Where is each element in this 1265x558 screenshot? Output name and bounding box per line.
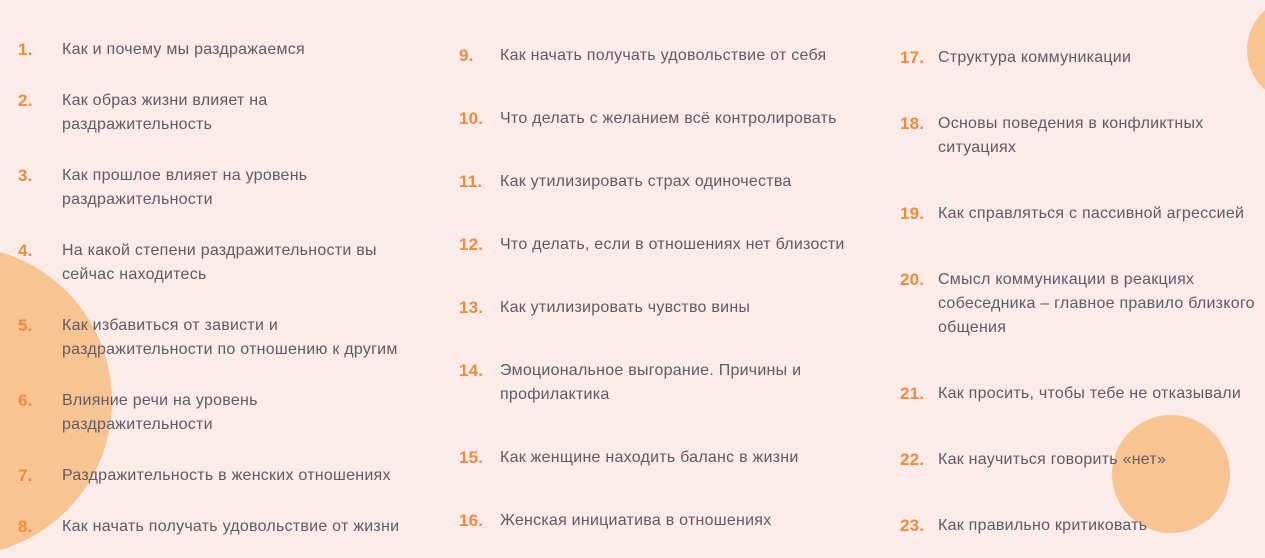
item-text-line: Как утилизировать чувство вины <box>500 299 751 316</box>
item-text-line: Как правильно критиковать <box>938 517 1148 534</box>
list-item-2 <box>18 89 448 137</box>
item-text <box>62 38 305 62</box>
item-number: 13. <box>459 298 484 317</box>
list-item-13 <box>459 296 889 320</box>
list-item-4 <box>18 239 448 287</box>
item-number: 11. <box>459 172 483 191</box>
item-text-line: раздражительности по отношению к другим <box>62 341 398 358</box>
list-item-12 <box>459 233 889 257</box>
item-text-line: Влияние речи на уровень <box>62 392 258 409</box>
item-text <box>938 514 1147 538</box>
item-text <box>500 107 837 131</box>
item-text <box>500 233 845 257</box>
item-text-line: Смысл коммуникации в реакциях <box>938 271 1195 288</box>
item-text <box>500 296 750 320</box>
item-text-line: раздражительность <box>62 116 213 133</box>
item-text <box>938 112 1203 160</box>
item-number: 22. <box>900 450 925 469</box>
item-text <box>62 464 391 488</box>
item-text-line: Как утилизировать страх одиночества <box>500 173 792 190</box>
list-item-8 <box>18 515 448 539</box>
item-text-line: Как начать получать удовольствие от жизни <box>62 518 400 535</box>
item-text-line: общения <box>938 319 1007 336</box>
list-item-16 <box>459 509 889 533</box>
item-text-line: Структура коммуникации <box>938 49 1132 66</box>
item-text-line: Как образ жизни влияет на <box>62 92 268 109</box>
list-item-5 <box>18 314 448 362</box>
item-text-line: Как женщине находить баланс в жизни <box>500 449 799 466</box>
item-number: 16. <box>459 511 484 530</box>
item-number: 20. <box>900 270 925 289</box>
item-text <box>62 89 268 137</box>
list-item-17 <box>900 46 1265 70</box>
item-text <box>500 170 792 194</box>
item-text-line: Как начать получать удовольствие от себя <box>500 47 827 64</box>
list-item-21 <box>900 382 1265 406</box>
item-text-line: раздражительности <box>62 416 213 433</box>
item-number: 9. <box>459 46 474 65</box>
list-item-11 <box>459 170 889 194</box>
list-item-3 <box>18 164 448 212</box>
item-text-line: ситуациях <box>938 139 1017 156</box>
item-number: 18. <box>900 114 925 133</box>
item-text <box>938 46 1131 70</box>
item-number: 17. <box>900 48 925 67</box>
item-text-line: Эмоциональное выгорание. Причины и <box>500 362 802 379</box>
item-text <box>500 509 771 533</box>
item-text-line: Как научиться говорить «нет» <box>938 451 1167 468</box>
list-item-19 <box>900 202 1265 226</box>
list-item-22 <box>900 448 1265 472</box>
item-text-line: сейчас находитесь <box>62 266 207 283</box>
list-item-14 <box>459 359 889 407</box>
list-item-6 <box>18 389 448 437</box>
item-text-line: собеседника – главное правило близкого <box>938 295 1255 312</box>
list-item-20 <box>900 268 1265 340</box>
item-number: 15. <box>459 448 484 467</box>
item-text <box>938 448 1166 472</box>
item-number: 8. <box>18 517 33 536</box>
item-number: 23. <box>900 516 925 535</box>
list-item-1 <box>18 38 448 62</box>
item-number: 1. <box>18 40 33 59</box>
item-number: 14. <box>459 361 484 380</box>
item-text-line: Женская инициатива в отношениях <box>500 512 772 529</box>
item-text-line: Основы поведения в конфликтных <box>938 115 1204 132</box>
item-text <box>500 359 801 407</box>
list-item-9 <box>459 44 889 68</box>
item-text-line: Как и почему мы раздражаемся <box>62 41 305 58</box>
item-number: 12. <box>459 235 484 254</box>
item-number: 7. <box>18 466 33 485</box>
item-text-line: Как прошлое влияет на уровень <box>62 167 308 184</box>
item-text <box>62 239 377 287</box>
item-text <box>500 44 826 68</box>
list-item-18 <box>900 112 1265 160</box>
item-number: 5. <box>18 316 33 335</box>
item-text-line: Что делать, если в отношениях нет близости <box>500 236 845 253</box>
item-text <box>62 164 307 212</box>
item-number: 10. <box>459 109 484 128</box>
list-item-23 <box>900 514 1265 538</box>
item-text <box>938 268 1255 340</box>
item-text-line: Что делать с желанием всё контролировать <box>500 110 837 127</box>
item-number: 3. <box>18 166 33 185</box>
list-item-10 <box>459 107 889 131</box>
lesson-list-column-3 <box>900 46 1265 538</box>
item-number: 2. <box>18 91 33 110</box>
item-text-line: Как просить, чтобы тебе не отказывали <box>938 385 1242 402</box>
item-text-line: Как справляться с пассивной агрессией <box>938 205 1245 222</box>
item-text-line: Как избавиться от зависти и <box>62 317 279 334</box>
lesson-list-column-1 <box>18 38 448 539</box>
item-number: 21. <box>900 384 925 403</box>
item-text <box>938 382 1241 406</box>
list-item-7 <box>18 464 448 488</box>
item-text-line: На какой степени раздражительности вы <box>62 242 377 259</box>
item-number: 4. <box>18 241 33 260</box>
item-text <box>500 446 799 470</box>
item-text-line: раздражительности <box>62 191 213 208</box>
item-text <box>62 314 398 362</box>
item-text-line: Раздражительность в женских отношениях <box>62 467 391 484</box>
item-text <box>938 202 1244 226</box>
item-number: 6. <box>18 391 33 410</box>
item-text-line: профилактика <box>500 386 610 403</box>
lesson-list-column-2 <box>459 44 889 533</box>
list-item-15 <box>459 446 889 470</box>
item-text <box>62 515 399 539</box>
item-text <box>62 389 258 437</box>
item-number: 19. <box>900 204 925 223</box>
